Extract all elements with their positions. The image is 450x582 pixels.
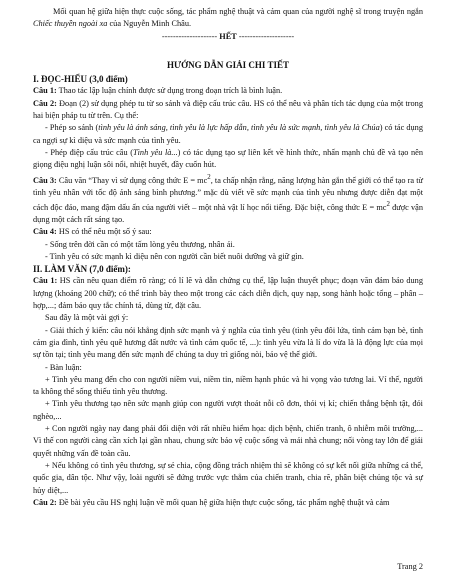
end-dashes-left: -------------------- (161, 31, 218, 41)
q3-mid: , ta chấp nhận rằng, năng lượng hàn gắn thế giới có thể tạo ra từ tình yêu nhân với tốc độ ánh sáng bình phương.” mặc dù viết về sức mạnh của tình yêu nhưng được diễn đạt một cách độc đáo, mang đậm dấu ấn của người viết – một nhà vật lí học nổi tiếng. Đặc biệt, công thức E = mc (33, 175, 423, 212)
q2-b1-italic: tình yêu là ánh sáng, tình yêu là lực hấp dẫn, tình yêu là sức mạnh, tình yêu là Chúa (98, 123, 380, 133)
end-dashes-right: -------------------- (238, 31, 295, 41)
q3-sup2: 2 (386, 200, 390, 208)
q4-bullet-2: - Tình yêu có sức mạnh kì diệu nên con người cần biết nuôi dưỡng và giữ gìn. (45, 251, 304, 261)
page-title: HƯỚNG DẪN GIẢI CHI TIẾT (166, 59, 290, 70)
work-title: Chiếc thuyền ngoài xa (33, 19, 108, 29)
hint-intro: Sau đây là một vài gợi ý: (45, 313, 129, 323)
q2-label: Câu 2: (33, 98, 57, 108)
q3-pre: Câu văn “Thay vì sử dụng công thức E = mc (56, 175, 208, 185)
question-4 (33, 226, 423, 238)
w-q2-label: Câu 2: (33, 497, 57, 507)
writing-question-2 (33, 497, 423, 509)
section-heading-writing: II. LÀM VĂN (7,0 điểm): (33, 264, 131, 275)
q2-b2-italic: Tình yêu là... (133, 147, 178, 157)
q1-label: Câu 1: (33, 86, 57, 96)
w-q2-text: Đề bài yêu cầu HS nghị luận về mối quan hệ giữa hiện thực cuộc sống, tác phẩm nghệ thuật và cảm (56, 497, 390, 507)
question-1 (33, 85, 423, 97)
w-q1-label: Câu 1: (33, 276, 58, 286)
intro-text: Mối quan hệ giữa hiện thực cuộc sống, tác phẩm nghệ thuật và cảm quan của người nghệ sĩ trong truyện ngắn (53, 7, 423, 16)
q4-text: HS có thể nêu một số ý sau: (56, 227, 152, 237)
section-heading-reading: I. ĐỌC-HIỂU (3,0 điểm) (33, 74, 128, 85)
question-2 (33, 98, 423, 123)
q4-bullet-1: - Sống trên đời cần có một tấm lòng yêu thương, nhân ái. (45, 239, 235, 249)
q2-b1-pre: - Phép so sánh ( (45, 123, 99, 133)
guide-point-4: + Nếu không có tình yêu thương, sự sẻ chia, cộng đồng trách nhiệm thì sẽ không có sự kết nối giữa những cá thể, quốc gia, dân tộc. Như vậy, loài người sẽ đứng trước vực thẳm của chiến tranh, chia rẽ, phân biệt chủng tộc và sự hủy diệt,... (33, 460, 423, 495)
guide-explain: - Giải thích ý kiến: câu nói khẳng định sức mạnh và ý nghĩa của tình yêu (tình yêu đôi lứa, tình cảm bạn bè, tình cảm gia đình, tình yêu quê hương đất nước và tình cảm quốc tế, ...): tình yêu vừa là lí do vừa là là động lực của mọi sự tồn tại; tình yêu mang đến sức mạnh để chúng ta duy trì giống nòi, bảo vệ thế giới. (33, 325, 423, 360)
page-number: Trang 2 (397, 561, 423, 571)
writing-question-1 (33, 275, 423, 312)
q2-bullet-simile (33, 122, 423, 147)
q2-b2-post: ) có tác dụng tạo sự liên kết về hình thức, nhấn mạnh chủ đề và tạo nên giọng điệu nghị luận sôi nổi, nhiệt huyết, đầy cuốn hút. (33, 147, 423, 170)
w-q1-text: HS cần nêu quan điểm rõ ràng; có lí lẽ và dẫn chứng cụ thể, lập luận thuyết phục; đoạn văn đảm bảo dung lượng (khoảng 200 chữ); có thể trình bày theo một trong các cách diễn dịch, quy nạp, song hành hoặc tổng – phân – hợp,...; đảm bảo quy tắc chính tả, dùng từ, đặt câu. (33, 276, 423, 311)
question-3 (33, 172, 423, 227)
q4-label: Câu 4: (33, 227, 57, 237)
q3-post: được vận dụng một cách rất sáng tạo. (33, 202, 423, 224)
q3-sup: 2 (207, 173, 211, 181)
guide-discuss: - Bàn luận: (45, 362, 82, 372)
guide-point-3: + Con người ngày nay đang phải đối diện với rất nhiều hiểm họa: dịch bệnh, chiến tranh, ô nhiễm môi trường,... Vì thế con người càng cần xích lại gần nhau, chung sức bảo vệ cuộc sống và mái nhà chung; nối vòng tay lớn để giải quyết những vấn đề toàn cầu. (33, 424, 423, 458)
end-word: HẾT (219, 31, 237, 41)
q3-label: Câu 3: (33, 175, 57, 185)
guide-point-2: + Tình yêu thương tạo nên sức mạnh giúp con người vượt thoát nỗi cô đơn, thói vị kỉ; chiến thắng bệnh tật, đói nghèo,... (33, 399, 423, 421)
q2-text: Đoạn (2) sử dụng phép tu từ so sánh và điệp cấu trúc câu. HS có thể nêu và phân tích tác dụng của một trong hai biện pháp tu từ trên. Cụ thể: (33, 98, 423, 121)
guide-point-1: + Tình yêu mang đến cho con người niềm vui, niềm tin, niềm hạnh phúc và hi vọng vào tương lai. Ví thế, người ta không thể sống thiếu tình yêu thương. (33, 374, 423, 397)
end-mark (33, 31, 423, 43)
intro-author: của Nguyễn Minh Châu. (107, 19, 192, 29)
q2-b1-post: ) có tác dụng ca ngợi sự kì diệu và sức mạnh của tình yêu. (33, 123, 423, 145)
q2-bullet-repetition (33, 147, 423, 172)
intro-paragraph (33, 6, 423, 31)
q1-text: Thao tác lập luận chính được sử dụng trong đoạn trích là bình luận. (56, 86, 283, 96)
q2-b2-pre: - Phép điệp cấu trúc câu ( (45, 147, 134, 157)
